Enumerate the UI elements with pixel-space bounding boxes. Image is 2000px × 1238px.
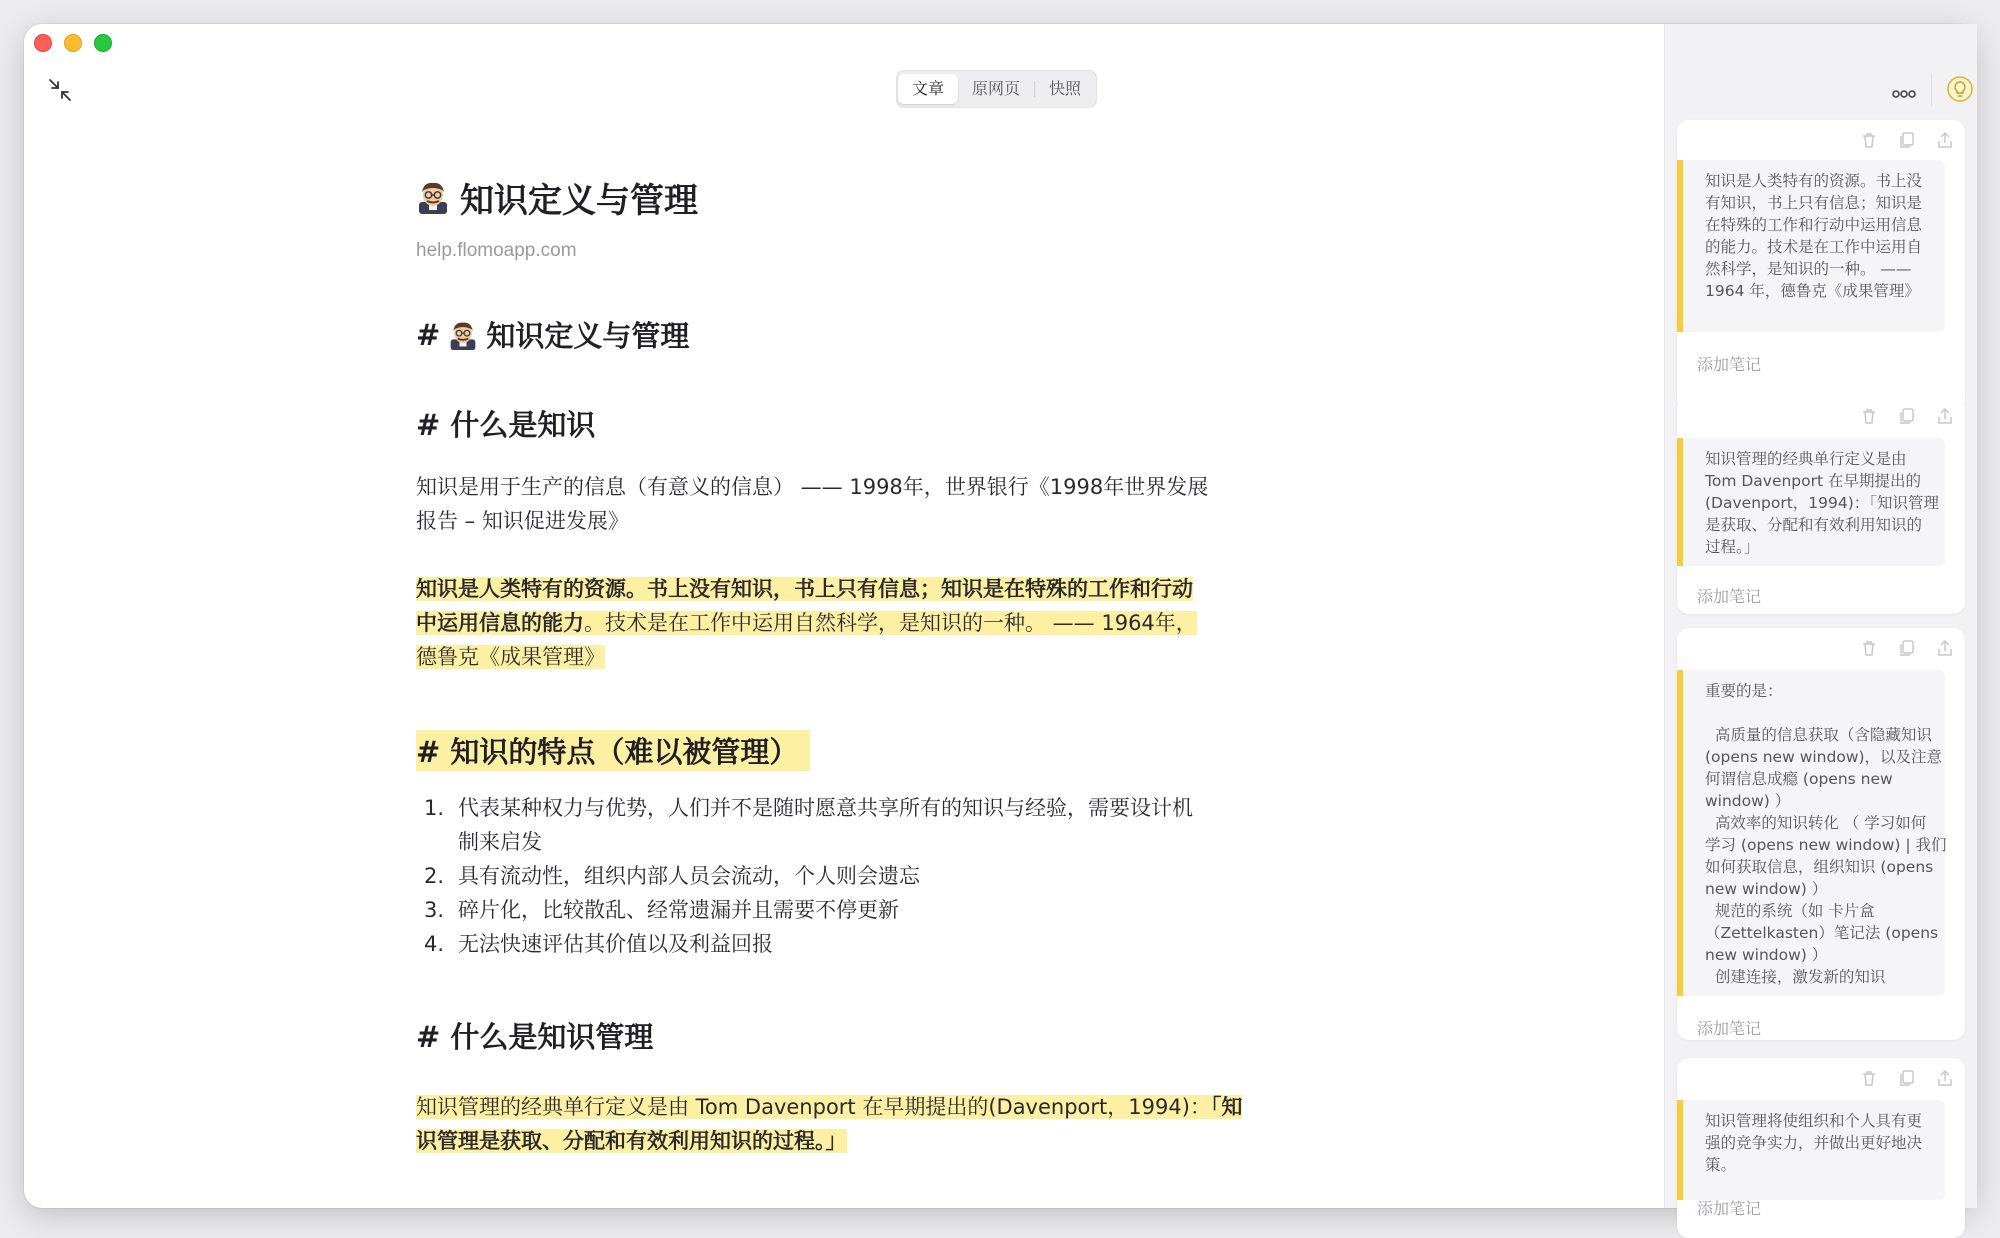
list-text — [458, 893, 899, 927]
list-text-line: 具有流动性，组织内部人员会流动，个人则会遗忘 — [458, 864, 920, 888]
add-note-button[interactable]: 添加笔记 — [1697, 1199, 1762, 1218]
list-number: 4. — [424, 932, 445, 956]
traits-list — [416, 791, 1266, 961]
quote-line: 规范的系统（如 卡片盒 — [1705, 902, 1875, 920]
list-number: 2. — [424, 864, 445, 888]
quote-line: 有知识，书上只有信息；知识是 — [1705, 194, 1923, 212]
share-icon[interactable] — [1935, 1068, 1955, 1088]
quote-line: window) ） — [1705, 792, 1791, 810]
teacher-emoji-icon — [448, 320, 478, 350]
list-item — [416, 927, 1266, 961]
quote-line: 重要的是： — [1705, 682, 1783, 700]
quote-line: 何谓信息成瘾 (opens new — [1705, 770, 1893, 788]
highlight-quote[interactable] — [1677, 438, 1945, 566]
share-icon[interactable] — [1935, 130, 1955, 150]
close-window-button[interactable] — [34, 34, 52, 52]
highlight-card[interactable] — [1677, 628, 1965, 1040]
highlight-card[interactable] — [1677, 120, 1965, 410]
list-text — [458, 927, 773, 961]
paragraph-line: 报告 – 知识促进发展》 — [416, 509, 629, 533]
quote-line: 学习 (opens new window) | 我们 — [1705, 836, 1947, 854]
quote-line: 知识是人类特有的资源。书上没 — [1705, 172, 1923, 190]
quote-line: (opens new window)，以及注意 — [1705, 748, 1943, 766]
list-item — [416, 859, 1266, 893]
quote-line: 知识管理的经典单行定义是由 — [1705, 450, 1907, 468]
quote-line: 是获取、分配和有效利用知识的 — [1705, 516, 1923, 534]
tab-article[interactable]: 文章 — [898, 74, 958, 104]
tab-original-page[interactable]: 原网页 — [972, 79, 1021, 98]
quote-line: 1964 年，德鲁克《成果管理》 — [1705, 282, 1920, 300]
delete-icon[interactable] — [1859, 130, 1879, 150]
quote-line: 高质量的信息获取（含隐藏知识 — [1705, 726, 1932, 744]
list-item — [416, 893, 1266, 927]
highlight-card[interactable] — [1677, 396, 1965, 614]
delete-icon[interactable] — [1859, 406, 1879, 426]
heading-hash: # — [416, 317, 441, 352]
quote-line: (Davenport，1994)：「知识管理 — [1705, 494, 1940, 512]
article-title-row — [416, 174, 1266, 220]
paragraph-world-bank — [416, 470, 1266, 538]
heading-knowledge-definition — [416, 314, 1266, 355]
card-actions — [1859, 1068, 1955, 1088]
heading-what-is-knowledge: # 什么是知识 — [416, 408, 596, 442]
delete-icon[interactable] — [1859, 1068, 1879, 1088]
share-icon[interactable] — [1935, 638, 1955, 658]
reader-window — [24, 24, 1976, 1218]
highlight-card[interactable] — [1677, 1058, 1965, 1238]
teacher-emoji-icon — [416, 180, 450, 214]
highlight-line-bold: 中运用信息的能力 — [416, 611, 584, 635]
quote-line: 知识管理将使组织和个人具有更 — [1705, 1112, 1923, 1130]
quote-line: 的能力。技术是在工作中运用自 — [1705, 238, 1923, 256]
paragraph-line: 知识是用于生产的信息（有意义的信息） —— 1998年，世界银行《1998年世界发展 — [416, 475, 1209, 499]
add-note-button[interactable]: 添加笔记 — [1697, 355, 1762, 374]
quote-line: 策。 — [1705, 1156, 1737, 1174]
lightbulb-icon[interactable] — [1945, 74, 1975, 104]
highlight-drucker[interactable] — [416, 572, 1266, 674]
list-number: 1. — [424, 796, 445, 820]
quote-line: 过程。」 — [1705, 538, 1760, 556]
card-actions — [1859, 406, 1955, 426]
window-controls — [34, 34, 112, 52]
heading-what-is-km: # 什么是知识管理 — [416, 1020, 654, 1054]
heading-text: 知识定义与管理 — [486, 319, 690, 353]
share-icon[interactable] — [1935, 406, 1955, 426]
highlight-line-bold: 「知 — [1210, 1095, 1243, 1119]
quote-line: new window) ） — [1705, 946, 1828, 964]
tab-snapshot[interactable]: 快照 — [1049, 79, 1082, 98]
quote-line: 然科学，是知识的一种。 —— — [1705, 260, 1912, 278]
quote-line: 如何获取信息，组织知识 (opens — [1705, 858, 1934, 876]
highlight-quote[interactable] — [1677, 670, 1945, 996]
article-title: 知识定义与管理 — [460, 180, 698, 221]
copy-icon[interactable] — [1897, 130, 1917, 150]
card-actions — [1859, 130, 1955, 150]
delete-icon[interactable] — [1859, 638, 1879, 658]
add-note-button[interactable]: 添加笔记 — [1697, 1019, 1762, 1038]
list-text-line: 代表某种权力与优势，人们并不是随时愿意共享所有的知识与经验，需要设计机 — [458, 796, 1193, 820]
heading-highlight: # 知识的特点（难以被管理） — [416, 730, 810, 771]
highlights-sidebar — [1664, 24, 1977, 1218]
quote-line: new window) ） — [1705, 880, 1828, 898]
quote-line: 高效率的知识转化 （ 学习如何 — [1705, 814, 1927, 832]
list-text-line: 碎片化，比较散乱、经常遗漏并且需要不停更新 — [458, 898, 899, 922]
quote-line: 在特殊的工作和行动中运用信息 — [1705, 216, 1923, 234]
highlight-line-bold: 识管理是获取、分配和有效利用知识的过程。」 — [416, 1129, 847, 1153]
highlight-quote[interactable] — [1677, 160, 1945, 332]
toolbar-divider — [1931, 74, 1932, 106]
list-text — [458, 791, 1193, 859]
copy-icon[interactable] — [1897, 638, 1917, 658]
more-options-icon[interactable] — [1889, 84, 1919, 104]
article-content — [416, 174, 1266, 1158]
minimize-window-button[interactable] — [64, 34, 82, 52]
list-item — [416, 791, 1266, 859]
article-source-url[interactable]: help.flomoapp.com — [416, 240, 577, 261]
highlight-line: 德鲁克《成果管理》 — [416, 645, 605, 669]
list-text-line: 无法快速评估其价值以及利益回报 — [458, 932, 773, 956]
card-actions — [1859, 638, 1955, 658]
highlight-line: 。技术是在工作中运用自然科学，是知识的一种。 —— 1964年， — [584, 611, 1197, 635]
copy-icon[interactable] — [1897, 1068, 1917, 1088]
quote-line: （Zettelkasten）笔记法 (opens — [1705, 924, 1939, 942]
quote-line: 强的竞争实力，并做出更好地决 — [1705, 1134, 1923, 1152]
list-number: 3. — [424, 898, 445, 922]
collapse-icon[interactable] — [46, 76, 74, 104]
highlight-line: 知识管理的经典单行定义是由 Tom Davenport 在早期提出的(Davenport，1994)： — [416, 1095, 1211, 1119]
quote-line: Tom Davenport 在早期提出的 — [1705, 472, 1922, 490]
list-text — [458, 859, 920, 893]
quote-line — [1705, 702, 1933, 724]
quote-line: 创建连接，激发新的知识 — [1705, 968, 1886, 986]
highlight-line: 知识是人类特有的资源。书上没有知识，书上只有信息；知识是在特殊的工作和行动 — [416, 577, 1193, 601]
zoom-window-button[interactable] — [94, 34, 112, 52]
copy-icon[interactable] — [1897, 406, 1917, 426]
list-text-line: 制来启发 — [458, 830, 542, 854]
view-mode-tabs — [896, 70, 1097, 108]
heading-knowledge-traits[interactable] — [416, 730, 1266, 771]
highlight-quote[interactable] — [1677, 1100, 1945, 1200]
add-note-button[interactable]: 添加笔记 — [1697, 587, 1762, 606]
highlight-davenport[interactable] — [416, 1090, 1266, 1158]
